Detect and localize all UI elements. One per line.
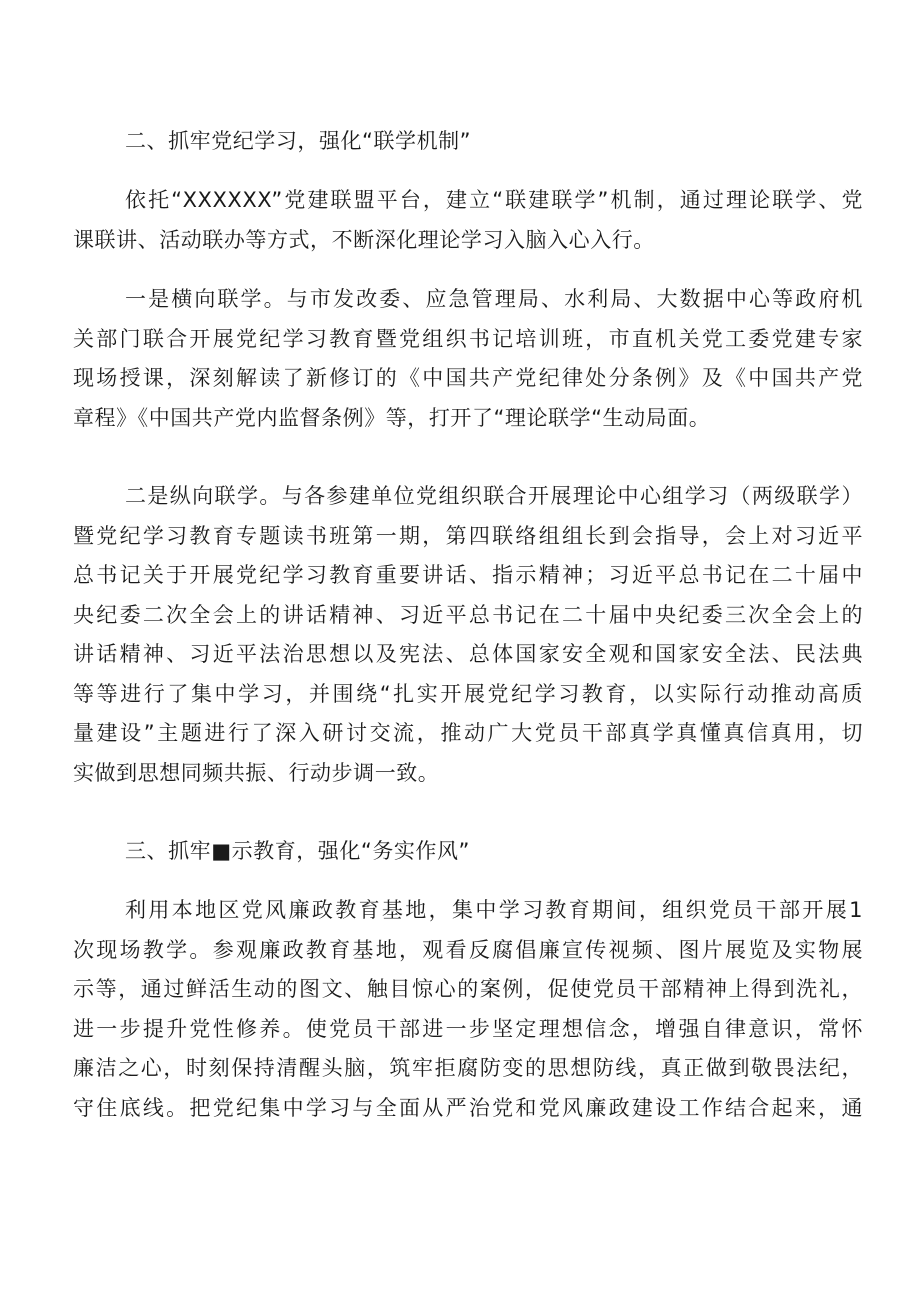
text-line: 总书记关于开展党纪学习教育重要讲话、指示精神；习近平总书记在二十届中 (73, 563, 863, 587)
text-line: 讲话精神、习近平法治思想以及宪法、总体国家安全观和国家安全法、民法典 (73, 642, 863, 666)
paragraph-warning-education (73, 891, 863, 1128)
text-line: 进一步提升党性修养。使党员干部进一步坚定理想信念，增强自律意识，常怀 (73, 1016, 863, 1041)
text-line: 次现场教学。参观廉政教育基地，观看反腐倡廉宣传视频、图片展览及实物展 (73, 937, 863, 962)
text-line: 一是横向联学。与市发改委、应急管理局、水利局、大数据中心等政府机 (125, 287, 863, 311)
text-line: 示等，通过鲜活生动的图文、触目惊心的案例，促使党员干部精神上得到洗礼， (73, 977, 863, 1001)
heading-line: 二、抓牢党纪学习，强化“联学机制” (125, 129, 472, 153)
section-heading-3 (73, 832, 863, 872)
paragraph-horizontal-study (73, 280, 863, 438)
text-line: 量建设”主题进行了深入研讨交流，推动广大党员干部真学真懂真信真用，切 (73, 721, 863, 745)
text-line: 守住底线。把党纪集中学习与全面从严治党和党风廉政建设工作结合起来，通 (73, 1095, 863, 1120)
text-line: 央纪委二次全会上的讲话精神、习近平总书记在二十届中央纪委三次全会上的 (73, 602, 863, 627)
text-line: 章程》《中国共产党内监督条例》等，打开了“理论联学“生动局面。 (73, 405, 711, 430)
text-line: 暨党纪学习教育专题读书班第一期，第四联络组组长到会指导，会上对习近平 (73, 523, 863, 548)
text-line: 实做到思想同频共振、行动步调一致。 (73, 760, 440, 785)
text-line: 现场授课，深刻解读了新修订的《中国共产党纪律处分条例》及《中国共产党 (73, 366, 863, 390)
paragraph-platform (73, 181, 863, 260)
text-line: 等等进行了集中学习，并围绕“扎实开展党纪学习教育，以实际行动推动高质 (73, 681, 863, 706)
text-line: 利用本地区党风廉政教育基地，集中学习教育期间，组织党员干部开展1 (125, 898, 863, 922)
heading-line: 三、抓牢■示教育，强化“务实作风” (125, 839, 470, 863)
text-line: 二是纵向联学。与各参建单位党组织联合开展理论中心组学习（两级联学） (125, 484, 863, 508)
text-line: 关部门联合开展党纪学习教育暨党组织书记培训班，市直机关党工委党建专家 (73, 326, 863, 351)
text-line: 依托“XXXXXX”党建联盟平台，建立“联建联学”机制，通过理论联学、党 (125, 188, 863, 212)
section-heading-2 (73, 122, 863, 162)
text-line: 课联讲、活动联办等方式，不断深化理论学习入脑入心入行。 (73, 227, 655, 252)
text-line: 廉洁之心，时刻保持清醒头脑，筑牢拒腐防变的思想防线，真正做到敬畏法纪， (73, 1056, 863, 1080)
paragraph-vertical-study (73, 477, 863, 793)
